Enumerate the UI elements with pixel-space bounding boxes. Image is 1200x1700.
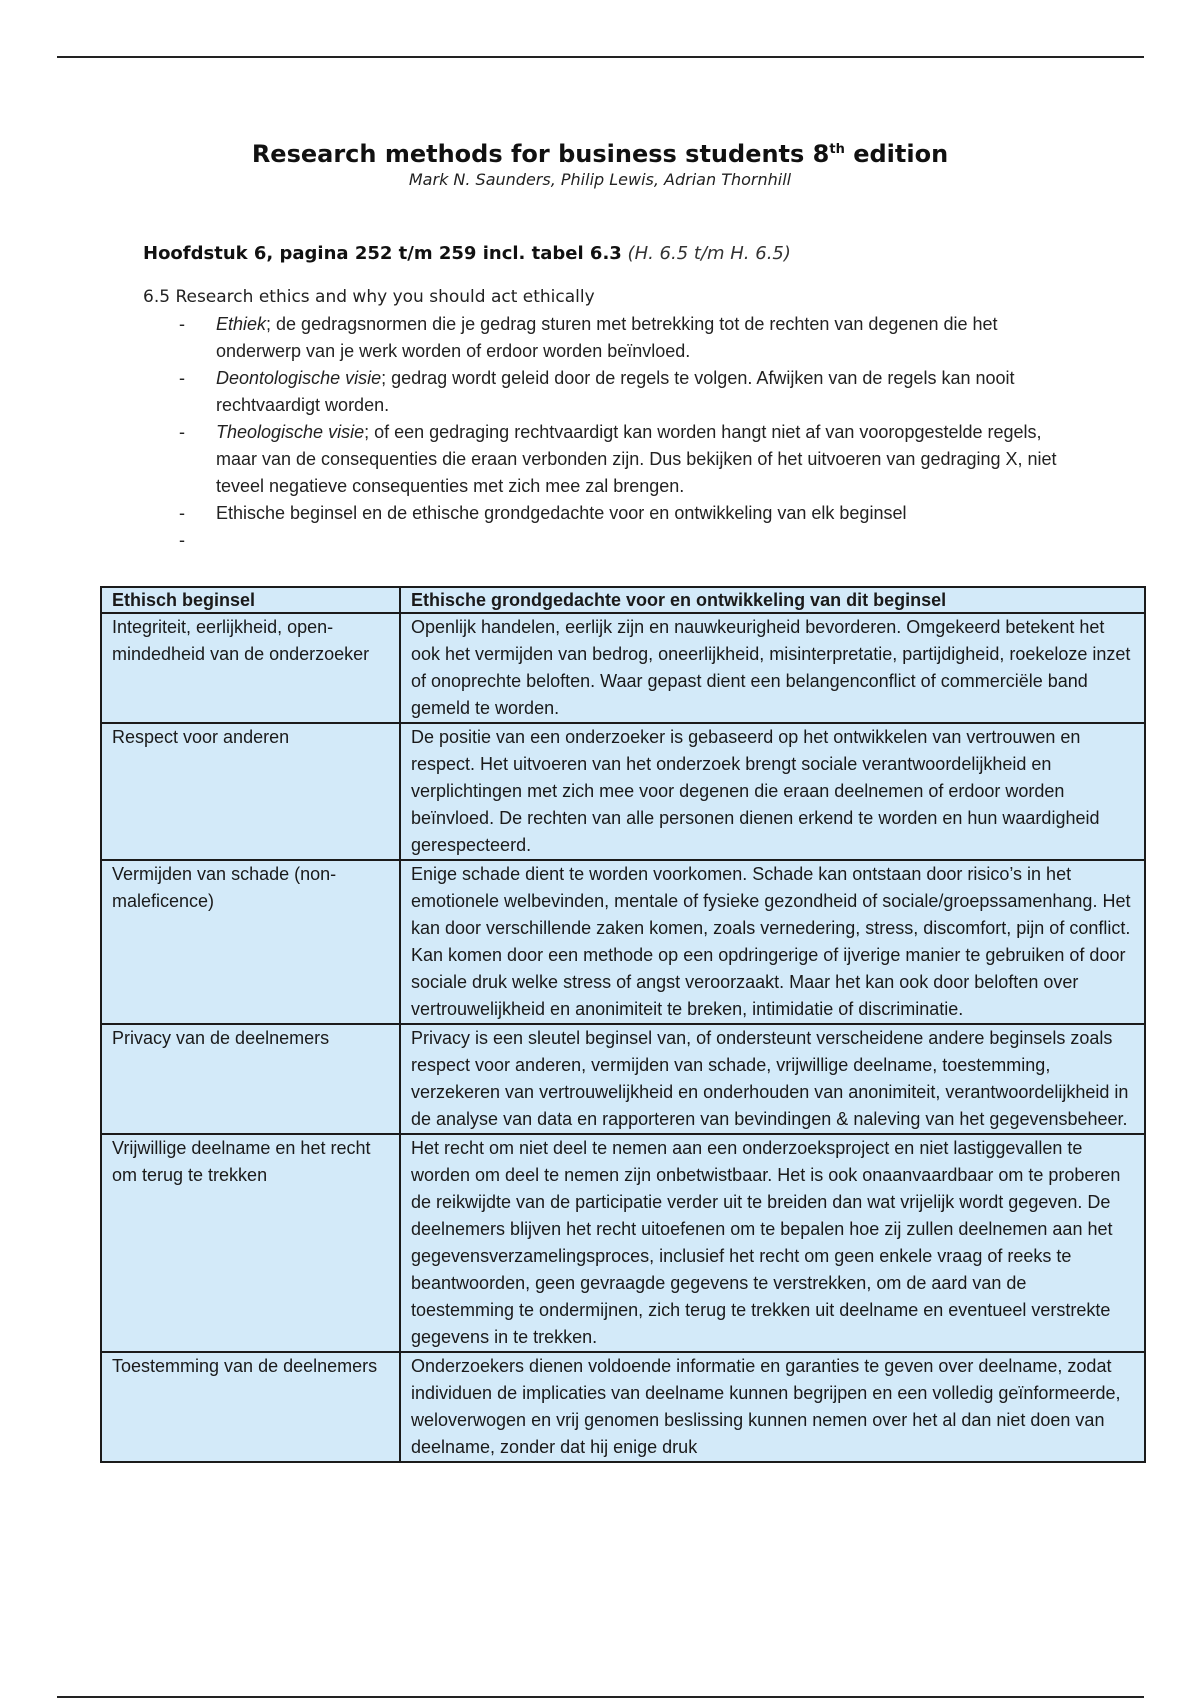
- table-row: [101, 1134, 1145, 1352]
- table-row: [101, 613, 1145, 723]
- title-end: edition: [844, 140, 949, 168]
- bullet-text: ; of een gedraging rechtvaardigt kan worden hangt niet af van vooropgestelde regels, maar van de consequenties die eraan verbonden zijn. Dus bekijken of het uitvoeren van gedraging X, niet teveel negatieve consequenties met zich mee zal brengen.: [216, 422, 1057, 496]
- bullet-item: [143, 365, 1073, 419]
- bullet-item: [143, 311, 1073, 365]
- rationale-cell: Privacy is een sleutel beginsel van, of ondersteunt verscheidene andere beginsels zoals respect voor anderen, vermijden van schade, vrijwillige deelname, toestemming, verzekeren van vertrouwelijkheid en onderhouden van anonimiteit, verantwoordelijkheid in de analyse van data en rapporteren van bevindingen & naleving van het gegevensbeheer.: [400, 1024, 1145, 1134]
- bullet-term: Theologische visie: [216, 422, 365, 442]
- table-row: [101, 1352, 1145, 1462]
- title-superscript: th: [829, 142, 845, 157]
- principle-cell: Integriteit, eerlijkheid, open-mindedheid van de onderzoeker: [101, 613, 400, 723]
- page-bottom-rule: [57, 1696, 1144, 1698]
- bullet-dash: -: [179, 422, 185, 442]
- bullet-dash: -: [179, 503, 185, 523]
- bullet-term: Deontologische visie: [216, 368, 382, 388]
- section-heading: 6.5 Research ethics and why you should act ethically: [143, 287, 595, 307]
- table-header-row: [101, 587, 1145, 613]
- chapter-bold: Hoofdstuk 6, pagina 252 t/m 259 incl. tabel 6.3: [143, 243, 622, 264]
- bullet-item: [143, 500, 1073, 527]
- authors: Mark N. Saunders, Philip Lewis, Adrian Thornhill: [408, 170, 792, 189]
- chapter-reference: [143, 243, 791, 264]
- rationale-cell: Enige schade dient te worden voorkomen. Schade kan ontstaan door risico’s in het emotionele welbevinden, mentale of fysieke gezondheid of sociale/groepssamenhang. Het kan door verschillende zaken komen, zoals vernedering, stress, discomfort, pijn of conflict. Kan komen door een methode op een opdringerige of ijverige manier te gebruiken of door sociale druk welke stress of angst veroorzaakt. Maar het kan ook door beloften over vertrouwelijkheid en anonimiteit te breken, intimidatie of discriminatie.: [400, 860, 1145, 1024]
- rationale-cell: Onderzoekers dienen voldoende informatie en garanties te geven over deelname, zodat individuen de implicaties van deelname kunnen begrijpen en een volledig geïnformeerde, weloverwogen en vrij genomen beslissing kunnen nemen over het al dan niet doen van deelname, zonder dat hij enige druk: [400, 1352, 1145, 1462]
- bullet-dash: -: [179, 314, 185, 334]
- document-title: [0, 140, 1200, 168]
- table-row: [101, 1024, 1145, 1134]
- rationale-cell: De positie van een onderzoeker is gebaseerd op het ontwikkelen van vertrouwen en respect. Het uitvoeren van het onderzoek brengt sociale verantwoordelijkheid en verplichtingen met zich mee voor degenen die eraan deelnemen of erdoor worden beïnvloed. De rechten van alle personen dienen erkend te worden en hun waardigheid gerespecteerd.: [400, 723, 1145, 860]
- chapter-italic: (H. 6.5 t/m H. 6.5): [627, 243, 791, 264]
- bullet-text: ; gedrag wordt geleid door de regels te volgen. Afwijken van de regels kan nooit rechtvaardigt worden.: [216, 368, 1015, 415]
- bullet-term: Ethiek: [216, 314, 267, 334]
- bullet-dash: -: [179, 530, 185, 550]
- principle-cell: Toestemming van de deelnemers: [101, 1352, 400, 1462]
- rationale-cell: Openlijk handelen, eerlijk zijn en nauwkeurigheid bevorderen. Omgekeerd betekent het ook het vermijden van bedrog, oneerlijkheid, misinterpretatie, partijdigheid, roekeloze inzet of onoprechte beloften. Waar gepast dient een belangenconflict of commerciële band gemeld te worden.: [400, 613, 1145, 723]
- title-main: Research methods for business students 8: [251, 140, 830, 168]
- principle-cell: Privacy van de deelnemers: [101, 1024, 400, 1134]
- bullet-list: [143, 311, 1073, 554]
- bullet-dash: -: [179, 368, 185, 388]
- page-top-rule: [57, 56, 1144, 58]
- principle-cell: Respect voor anderen: [101, 723, 400, 860]
- bullet-item: [143, 527, 1073, 554]
- principle-cell: Vrijwillige deelname en het recht om terug te trekken: [101, 1134, 400, 1352]
- header-rationale: Ethische grondgedachte voor en ontwikkeling van dit beginsel: [400, 587, 1145, 613]
- bullet-text: ; de gedragsnormen die je gedrag sturen met betrekking tot de rechten van degenen die het onderwerp van je werk worden of erdoor worden beïnvloed.: [216, 314, 998, 361]
- principle-cell: Vermijden van schade (non-maleficence): [101, 860, 400, 1024]
- table-row: [101, 723, 1145, 860]
- bullet-text: Ethische beginsel en de ethische grondgedachte voor en ontwikkeling van elk beginsel: [216, 503, 907, 523]
- bullet-item: [143, 419, 1073, 500]
- header-principle: Ethisch beginsel: [101, 587, 400, 613]
- title-block: [0, 140, 1200, 189]
- ethics-table: [100, 586, 1146, 1463]
- table-row: [101, 860, 1145, 1024]
- rationale-cell: Het recht om niet deel te nemen aan een onderzoeksproject en niet lastiggevallen te worden om deel te nemen zijn onbetwistbaar. Het is ook onaanvaardbaar om te proberen de reikwijdte van de participatie verder uit te breiden dan wat vrijelijk wordt gegeven. De deelnemers blijven het recht uitoefenen om te bepalen hoe zij zullen deelnemen aan het gegevensverzamelingsproces, inclusief het recht om geen enkele vraag of reeks te beantwoorden, geen gevraagde gegevens te verstrekken, om de aard van de toestemming te ondermijnen, zich terug te trekken uit deelname en eventueel verstrekte gegevens in te trekken.: [400, 1134, 1145, 1352]
